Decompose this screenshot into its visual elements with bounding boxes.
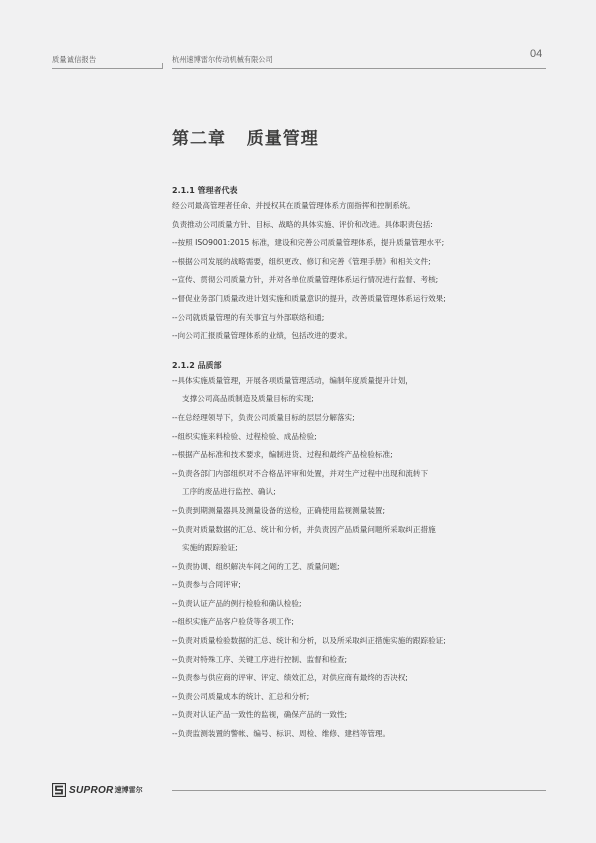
section-title: 2.1.1 管理者代表 — [172, 186, 238, 195]
body-line: --向公司汇报质量管理体系的业绩，包括改进的要求。 — [172, 331, 353, 341]
footer-logo — [52, 782, 143, 798]
body-line: --负责对特殊工序、关键工序进行控制、监督和检查; — [172, 654, 348, 664]
body-line: --负责监测装置的警帐、编号、标识、周检、维修、建档等管理。 — [172, 729, 391, 739]
body-line: 经公司最高管理者任命、并授权其在质量管理体系方面指挥和控制系统。 — [172, 201, 415, 210]
page-number: 04 — [530, 48, 543, 60]
body-line: --按照 ISO9001:2015 标准，建设和完善公司质量管理体系，提升质量管理水平; — [172, 238, 445, 248]
supror-s-logo-icon — [52, 783, 66, 797]
body-line: --负责参与供应商的评审、评定、绩效汇总，对供应商有最终的否决权; — [172, 673, 408, 683]
logo-text: SUPROR — [69, 784, 114, 796]
body-line: --在总经理领导下，负责公司质量目标的层层分解落实; — [172, 412, 355, 422]
company-name: 杭州速博雷尔传动机械有限公司 — [172, 55, 273, 64]
section-title: 2.1.2 品质部 — [172, 360, 222, 370]
body-line: 负责推动公司质量方针、目标、战略的具体实施、评价和改进。具体职责包括: — [172, 219, 433, 229]
body-line: --负责对质量检验数据的汇总、统计和分析，以及所采取纠正措施实施的跟踪验证; — [172, 636, 446, 646]
logo-cn-text: 速博雷尔 — [114, 786, 143, 794]
section-gap — [172, 346, 552, 359]
body-line: --负责协调、组织解决车间之间的工艺、质量问题; — [172, 561, 340, 571]
body-line: --负责各部门内部组织对不合格品评审和处置，并对生产过程中出现和流转下 — [172, 468, 429, 478]
body-line: --宣传、贯彻公司质量方针，并对各单位质量管理体系运行情况进行监督、考核; — [172, 275, 439, 285]
chapter-title: 第二章 质量管理 — [172, 129, 319, 149]
body-line: 工序的废品进行监控、确认; — [182, 487, 276, 497]
body-line: 实施的跟踪验证; — [182, 543, 238, 553]
body-line: --公司就质量管理的有关事宜与外部联络和通; — [172, 312, 325, 322]
body-line: --负责公司质量成本的统计、汇总和分析; — [172, 691, 310, 701]
header-rule-tick — [162, 63, 163, 69]
body-line: --负责对质量数据的汇总、统计和分析，并负责因产品质量问题所采取纠正措施 — [172, 524, 436, 534]
body-line: --根据公司发展的战略需要，组织更改、修订和完善《管理手册》和相关文件; — [172, 256, 431, 266]
header-rule-right — [172, 68, 546, 69]
body-line: --根据产品标准和技术要求，编制进货、过程和最终产品检验标准; — [172, 450, 393, 460]
content-body — [172, 184, 552, 744]
body-line: --组织实施来料检验、过程检验、成品检验; — [172, 431, 317, 441]
body-line: --具体实施质量管理，开展各项质量管理活动，编制年度质量提升计划， — [172, 375, 413, 385]
report-name: 质量诚信报告 — [52, 55, 97, 64]
body-line: --负责认证产品的例行检验和确认检验; — [172, 598, 302, 608]
body-line: --负责参与合同评审; — [172, 580, 241, 590]
body-line: --负责到期测量器具及测量设备的送检，正确使用监视测量装置; — [172, 505, 386, 515]
body-line: 支撑公司高品质制造及质量目标的实现; — [182, 394, 314, 404]
body-line: --负责对认证产品一致性的监视，确保产品的一致性; — [172, 710, 348, 720]
footer-rule — [172, 790, 546, 791]
header-rule-left — [52, 68, 162, 69]
body-line: --督促业务部门质量改进计划实施和质量意识的提升，改善质量管理体系运行效果; — [172, 293, 446, 303]
body-line: --组织实施产品客户验货等各项工作; — [172, 617, 294, 627]
